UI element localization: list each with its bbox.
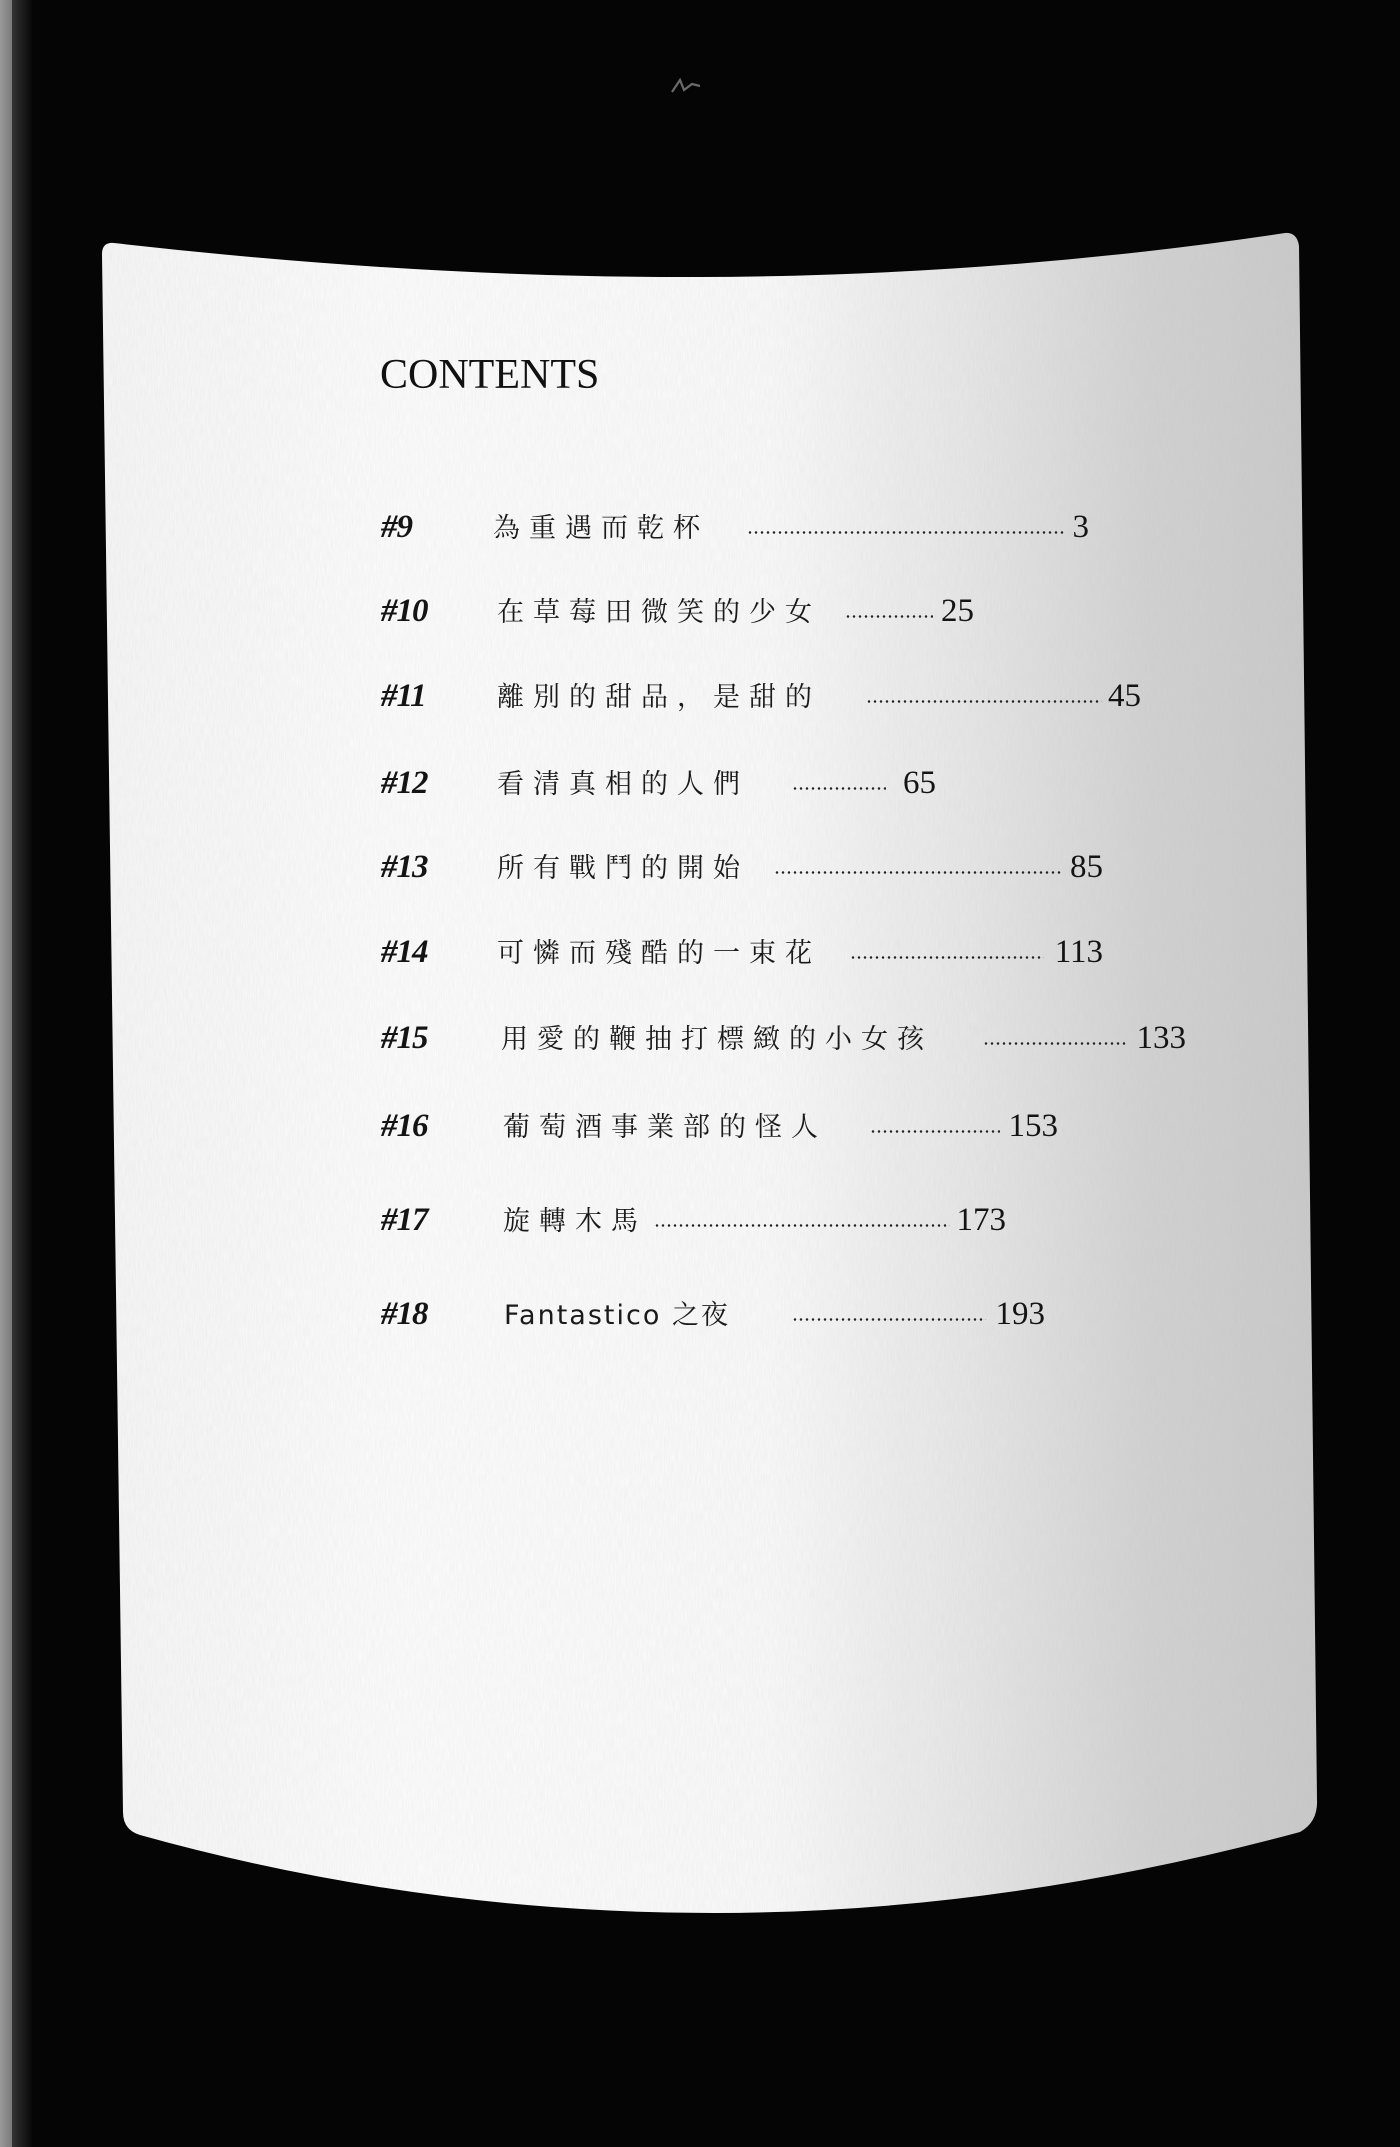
chapter-number: #18 [381, 1296, 428, 1332]
dot-leader [747, 531, 1065, 534]
toc-entry[interactable] [0, 930, 1400, 974]
page-number: 133 [1136, 1020, 1186, 1056]
chapter-number: #17 [381, 1202, 428, 1238]
chapter-number: #16 [381, 1108, 428, 1144]
dot-leader [792, 1318, 986, 1321]
toc-entry[interactable] [0, 1292, 1400, 1336]
page-number: 85 [1070, 849, 1103, 885]
page-number: 173 [956, 1202, 1006, 1238]
chapter-title: 用愛的鞭抽打標緻的小女孩 [501, 1024, 933, 1055]
toc-entry[interactable] [0, 761, 1400, 805]
chapter-title: 所有戰鬥的開始 [497, 853, 749, 884]
toc-entry[interactable] [0, 505, 1400, 549]
chapter-number: #13 [381, 849, 428, 885]
chapter-title: 可憐而殘酷的一束花 [497, 938, 821, 969]
chapter-number: #14 [381, 934, 428, 970]
chapter-title: 在草莓田微笑的少女 [497, 597, 821, 628]
chapter-title: 為重遇而乾杯 [493, 513, 709, 544]
contents-heading: CONTENTS [380, 352, 600, 398]
chapter-number: #12 [381, 765, 428, 801]
chapter-title: 看清真相的人們 [497, 769, 749, 800]
dot-leader [870, 1130, 1000, 1133]
chapter-title: Fantastico 之夜 [504, 1300, 730, 1331]
toc-entry[interactable] [0, 589, 1400, 633]
chapter-number: #10 [381, 593, 428, 629]
page-number: 3 [1072, 509, 1089, 545]
chapter-title: 旋轉木馬 [503, 1206, 647, 1237]
dot-leader [866, 700, 1102, 703]
chapter-number: #11 [381, 678, 426, 714]
dot-leader [845, 615, 933, 618]
page-number: 25 [941, 593, 974, 629]
page-number: 153 [1008, 1108, 1058, 1144]
page-number: 193 [995, 1296, 1045, 1332]
page-number: 113 [1054, 934, 1103, 970]
chapter-title: 離別的甜品，是甜的 [497, 682, 821, 713]
toc-entry[interactable] [0, 1104, 1400, 1148]
chapter-title: 葡萄酒事業部的怪人 [503, 1112, 827, 1143]
chapter-number: #15 [381, 1020, 428, 1056]
toc-entry[interactable] [0, 674, 1400, 718]
chapter-number: #9 [381, 509, 412, 545]
dot-leader [850, 956, 1044, 959]
page-number: 45 [1108, 678, 1141, 714]
dot-leader [654, 1224, 950, 1227]
dot-leader [983, 1042, 1127, 1045]
toc-entry[interactable] [0, 1016, 1400, 1060]
toc-entry[interactable] [0, 845, 1400, 889]
dot-leader [792, 787, 886, 790]
toc-entry[interactable] [0, 1198, 1400, 1242]
page-number: 65 [903, 765, 936, 801]
dot-leader [774, 871, 1062, 874]
